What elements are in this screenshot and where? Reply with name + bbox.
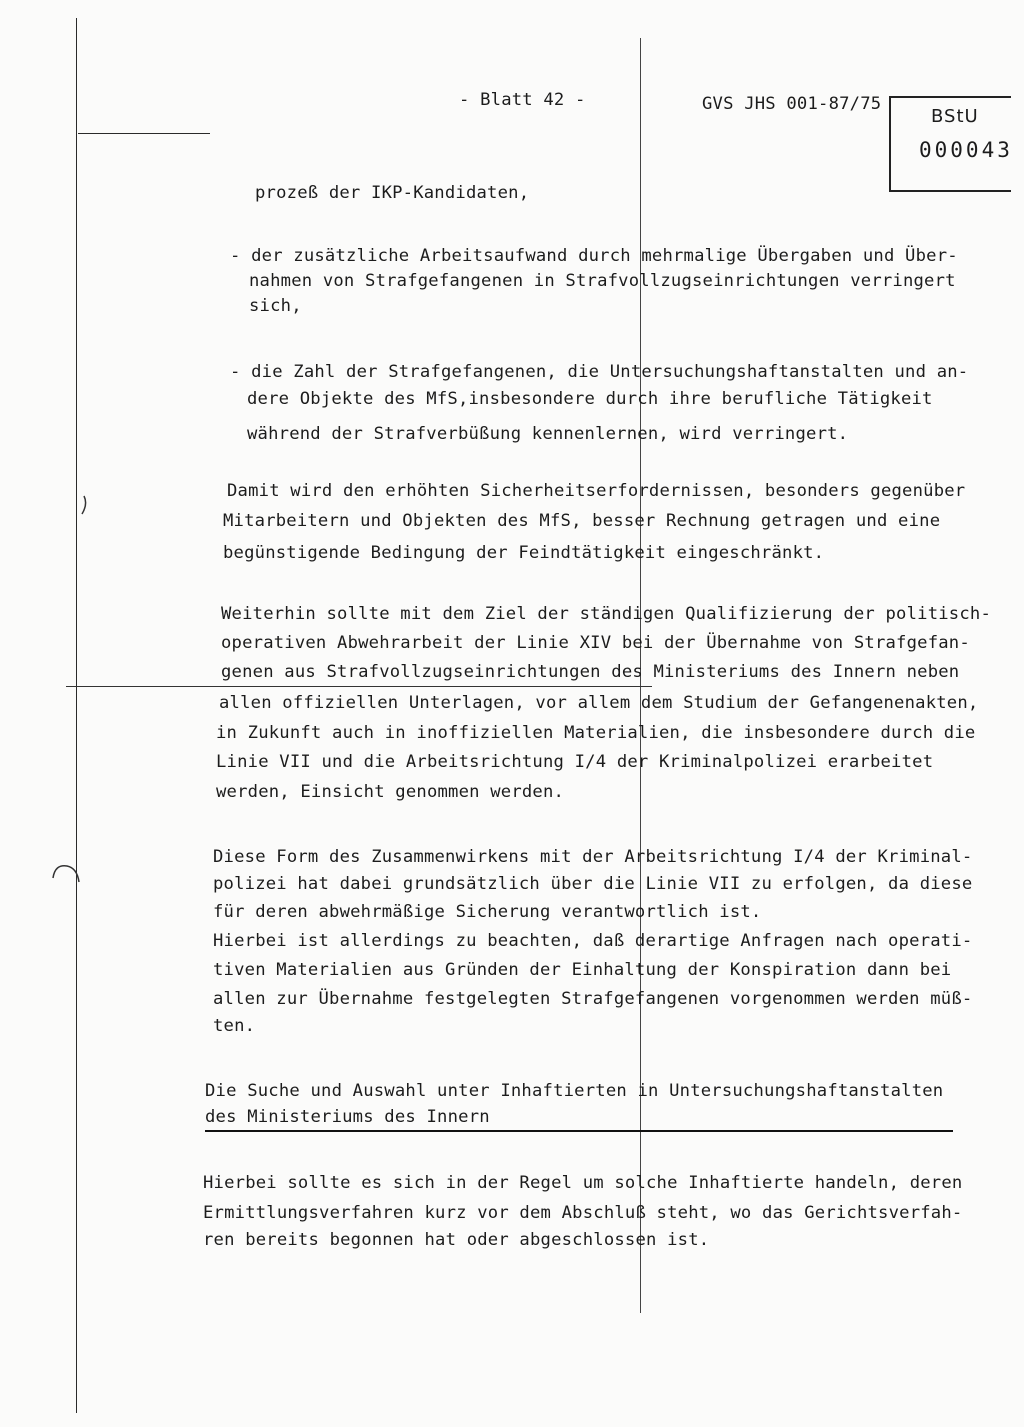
margin-mark-icon — [47, 860, 87, 890]
text-line: allen offiziellen Unterlagen, vor allem dem Studium der Gefangenenakten, — [219, 693, 979, 713]
text-line: tiven Materialien aus Gründen der Einhaltung der Konspiration dann bei — [213, 960, 952, 980]
stamp-label: BStU — [931, 106, 979, 127]
text-line: Mitarbeitern und Objekten des MfS, besser Rechnung getragen und eine — [223, 511, 941, 531]
text-line: polizei hat dabei grundsätzlich über die Linie VII zu erfolgen, da diese — [213, 874, 973, 894]
text-line: Diese Form des Zusammenwirkens mit der Arbeitsrichtung I/4 der Kriminal- — [213, 847, 973, 867]
page-number-label: - Blatt 42 - — [459, 90, 586, 110]
text-line: allen zur Übernahme festgelegten Strafgefangenen vorgenommen werden müß- — [213, 989, 973, 1009]
text-line: - die Zahl der Strafgefangenen, die Untersuchungshaftanstalten und an- — [230, 362, 969, 382]
section-heading: Die Suche und Auswahl unter Inhaftierten in Untersuchungshaftanstalten — [205, 1081, 944, 1101]
fold-line-horizontal — [66, 686, 652, 687]
text-line: ren bereits begonnen hat oder abgeschlossen ist. — [203, 1230, 710, 1250]
text-line: - der zusätzliche Arbeitsaufwand durch mehrmalige Übergaben und Über- — [230, 246, 958, 266]
text-line: operativen Abwehrarbeit der Linie XIV bei der Übernahme von Strafgefan- — [221, 633, 970, 653]
margin-mark-icon — [74, 494, 94, 518]
text-line: nahmen von Strafgefangenen in Strafvollzugseinrichtungen verringert — [249, 271, 956, 291]
text-line: prozeß der IKP-Kandidaten, — [255, 183, 530, 203]
text-line: in Zukunft auch in inoffiziellen Materialien, die insbesondere durch die — [216, 723, 976, 743]
text-line: sich, — [249, 296, 302, 316]
heading-underline — [205, 1130, 953, 1132]
text-line: begünstigende Bedingung der Feindtätigkeit eingeschränkt. — [223, 543, 825, 563]
archive-stamp — [889, 96, 1011, 192]
text-line: Hierbei sollte es sich in der Regel um solche Inhaftierte handeln, deren — [203, 1173, 963, 1193]
text-line: genen aus Strafvollzugseinrichtungen des Ministeriums des Innern neben — [221, 662, 960, 682]
text-line: ten. — [213, 1016, 256, 1036]
text-line: Hierbei ist allerdings zu beachten, daß derartige Anfragen nach operati- — [213, 931, 973, 951]
text-line: für deren abwehrmäßige Sicherung verantwortlich ist. — [213, 902, 762, 922]
text-line: während der Strafverbüßung kennenlernen, wird verringert. — [247, 424, 849, 444]
section-heading: des Ministeriums des Innern — [205, 1107, 490, 1127]
stamp-number: 000043 — [919, 138, 1013, 162]
text-line: werden, Einsicht genommen werden. — [216, 782, 565, 802]
crop-mark-top — [78, 133, 210, 134]
text-line: dere Objekte des MfS,insbesondere durch ihre berufliche Tätigkeit — [247, 389, 933, 409]
margin-line-left — [76, 18, 77, 1413]
text-line: Weiterhin sollte mit dem Ziel der ständigen Qualifizierung der politisch- — [221, 604, 991, 624]
text-line: Linie VII und die Arbeitsrichtung I/4 der Kriminalpolizei erarbeitet — [216, 752, 934, 772]
text-line: Damit wird den erhöhten Sicherheitserfordernissen, besonders gegenüber — [227, 481, 966, 501]
text-line: Ermittlungsverfahren kurz vor dem Abschluß steht, wo das Gerichtsverfah- — [203, 1203, 963, 1223]
document-reference: GVS JHS 001-87/75 — [702, 94, 882, 114]
